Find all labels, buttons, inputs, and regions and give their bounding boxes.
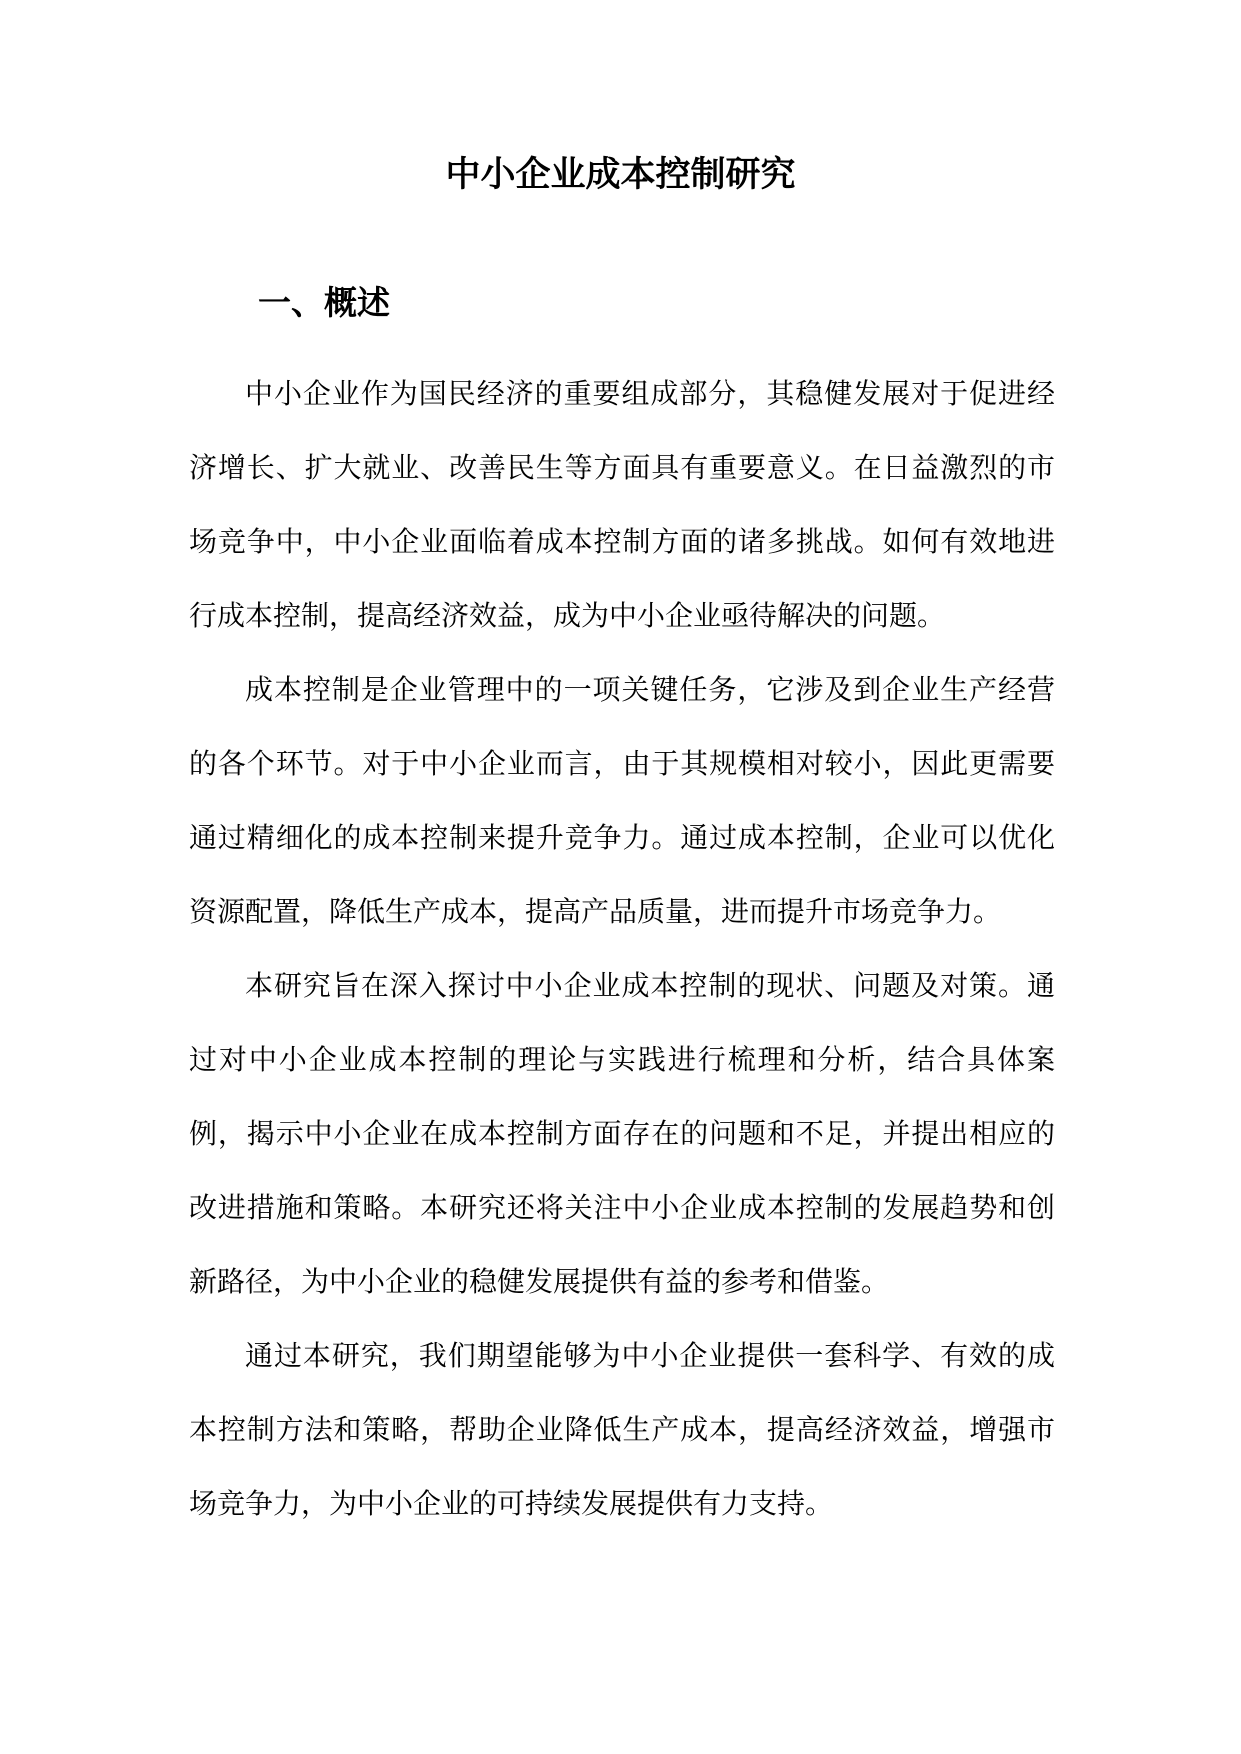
section-body xyxy=(189,357,1055,1541)
paragraph-3: 本研究旨在深入探讨中小企业成本控制的现状、问题及对策。通过对中小企业成本控制的理论与实践进行梳理和分析，结合具体案例，揭示中小企业在成本控制方面存在的问题和不足，并提出相应的改进措施和策略。本研究还将关注中小企业成本控制的发展趋势和创新路径，为中小企业的稳健发展提供有益的参考和借鉴。 xyxy=(189,969,1055,1298)
section-heading: 一、概述 xyxy=(258,283,390,322)
paragraph-4: 通过本研究，我们期望能够为中小企业提供一套科学、有效的成本控制方法和策略，帮助企业降低生产成本，提高经济效益，增强市场竞争力，为中小企业的可持续发展提供有力支持。 xyxy=(189,1339,1055,1520)
paragraph-2: 成本控制是企业管理中的一项关键任务，它涉及到企业生产经营的各个环节。对于中小企业而言，由于其规模相对较小，因此更需要通过精细化的成本控制来提升竞争力。通过成本控制，企业可以优化资源配置，降低生产成本，提高产品质量，进而提升市场竞争力。 xyxy=(189,673,1055,928)
paragraph-1: 中小企业作为国民经济的重要组成部分，其稳健发展对于促进经济增长、扩大就业、改善民生等方面具有重要意义。在日益激烈的市场竞争中，中小企业面临着成本控制方面的诸多挑战。如何有效地进行成本控制，提高经济效益，成为中小企业亟待解决的问题。 xyxy=(189,377,1055,632)
document-title: 中小企业成本控制研究 xyxy=(445,154,796,195)
